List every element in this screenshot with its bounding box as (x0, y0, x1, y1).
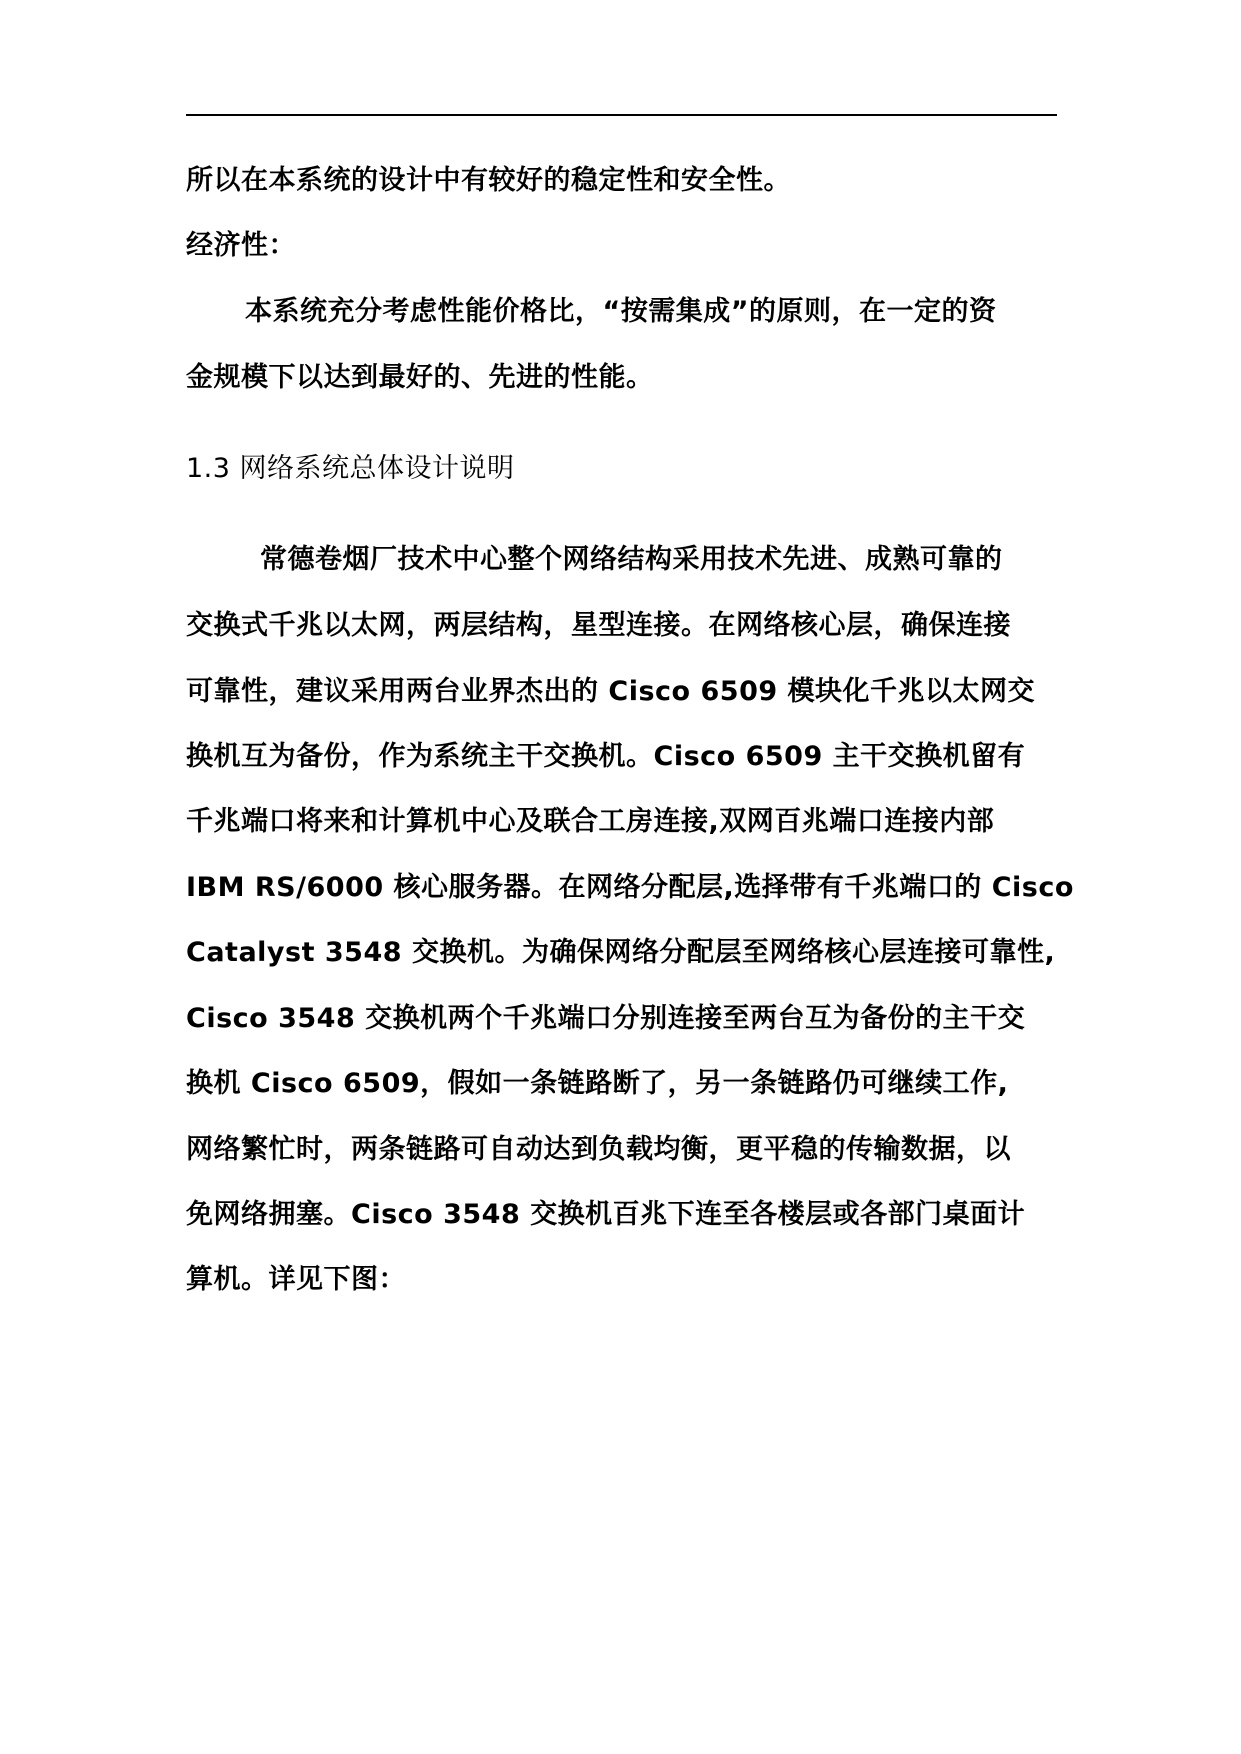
paragraph-line: 本系统充分考虑性能价格比，“按需集成”的原则，在一定的资 (245, 296, 997, 327)
paragraph-line: 可靠性，建议采用两台业界杰出的 Cisco 6509 模块化千兆以太网交 (186, 676, 1036, 707)
paragraph-line: Catalyst 3548 交换机。为确保网络分配层至网络核心层连接可靠性, (186, 937, 1056, 968)
paragraph-line: 金规模下以达到最好的、先进的性能。 (186, 362, 654, 393)
paragraph-line: 网络繁忙时，两条链路可自动达到负载均衡，更平稳的传输数据，以 (186, 1134, 1011, 1165)
header-rule (186, 114, 1057, 116)
section-label-economy: 经济性： (186, 230, 296, 261)
paragraph-line: 免网络拥塞。Cisco 3548 交换机百兆下连至各楼层或各部门桌面计 (186, 1199, 1026, 1230)
paragraph-line: 换机 Cisco 6509，假如一条链路断了，另一条链路仍可继续工作, (186, 1068, 1009, 1099)
paragraph-line: 交换式千兆以太网，两层结构，星型连接。在网络核心层，确保连接 (186, 610, 1011, 641)
paragraph-line: 换机互为备份，作为系统主干交换机。Cisco 6509 主干交换机留有 (186, 741, 1026, 772)
paragraph-line: IBM RS/6000 核心服务器。在网络分配层,选择带有千兆端口的 Cisco (186, 872, 1074, 903)
paragraph-line: 所以在本系统的设计中有较好的稳定性和安全性。 (186, 165, 791, 196)
section-heading: 1.3 网络系统总体设计说明 (186, 453, 515, 484)
paragraph-line: 千兆端口将来和计算机中心及联合工房连接,双网百兆端口连接内部 (186, 806, 995, 837)
paragraph-line: 算机。详见下图： (186, 1264, 406, 1295)
paragraph-line: Cisco 3548 交换机两个千兆端口分别连接至两台互为备份的主干交 (186, 1003, 1026, 1034)
paragraph-line: 常德卷烟厂技术中心整个网络结构采用技术先进、成熟可靠的 (260, 544, 1003, 575)
